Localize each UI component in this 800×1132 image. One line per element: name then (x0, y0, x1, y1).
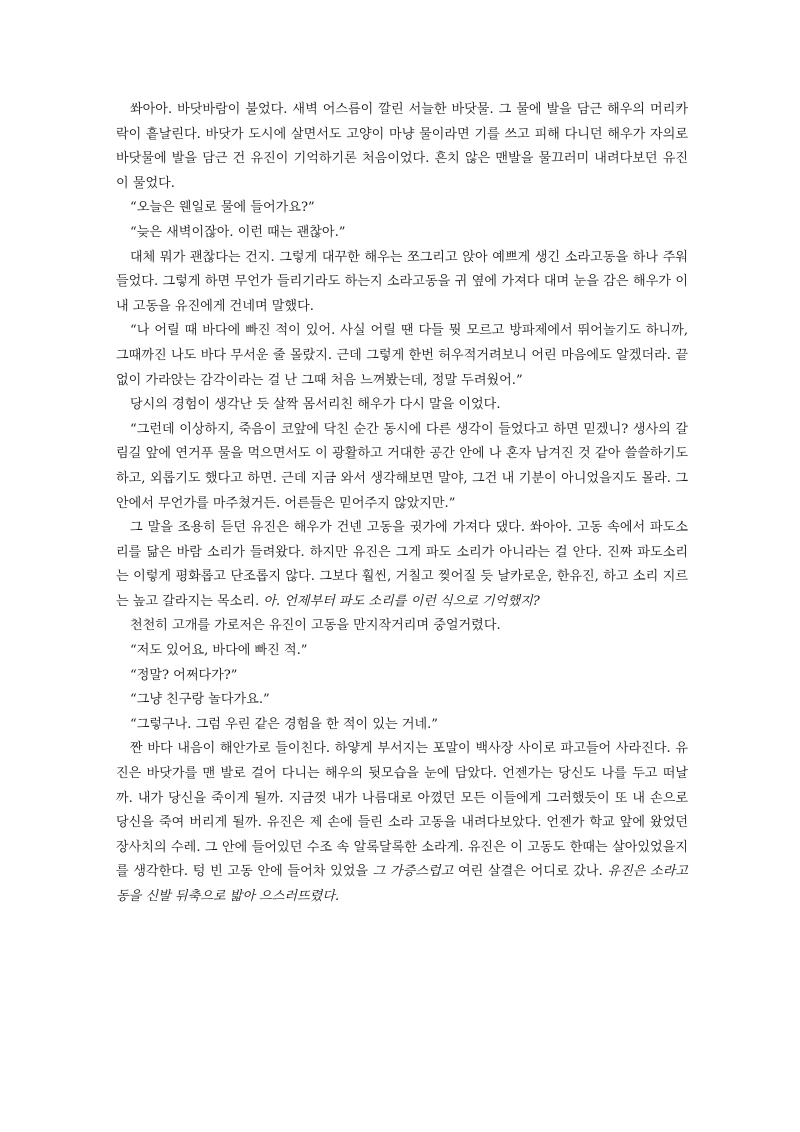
paragraph (116, 196, 688, 221)
text-segment: 여린 살결은 어디로 갔나. (453, 864, 608, 880)
text-segment: “그냥 친구랑 놀다가요.” (130, 692, 270, 708)
paragraph (116, 688, 688, 713)
text-segment: “오늘은 웬일로 물에 들어가요?” (130, 200, 315, 216)
text-segment: “나 어릴 때 바다에 빠진 적이 있어. 사실 어릴 땐 다들 뭣 모르고 방파제에서 뛰어놀기도 하니까, 그때까진 나도 바다 무서운 줄 몰랐지. 근데 그렇게 한번 허우적거려보니 어린 마음에도 알겠더라. 끝없이 가라앉는 감각이라는 걸 난 그때 처음 느껴봤는데, 정말 두려웠어.” (116, 323, 688, 388)
paragraph (116, 614, 688, 639)
text-segment: “정말? 어쩌다가?” (130, 667, 238, 683)
text-segment: 대체 뭐가 괜찮다는 건지. 그렇게 대꾸한 해우는 쪼그리고 앉아 예쁘게 생긴 소라고동을 하나 주워들었다. 그렇게 하면 무언가 들리기라도 하는지 소라고동을 귀 옆에 가져다 대며 눈을 감은 해우가 이내 고동을 유진에게 건네며 말했다. (116, 249, 688, 314)
italic-text: 유진은 소라고동을 신발 뒤축으로 밟아 으스러뜨렸다. (116, 864, 689, 904)
text-segment: “저도 있어요, 바다에 빠진 적.” (130, 643, 308, 659)
paragraph (116, 221, 688, 246)
text-segment: 짠 바다 내음이 해안가로 들이친다. 하얗게 부서지는 포말이 백사장 사이로 파고들어 사라진다. 유진은 바닷가를 맨 발로 걸어 다니는 해우의 뒷모습을 눈에 담았다. 언젠가는 당신도 나를 두고 떠날까. 내가 당신을 죽이게 될까. 지금껏 내가 나름대로 아꼈던 모든 이들에게 그러했듯이 또 내 손으로 당신을 죽여 버리게 될까. 유진은 제 손에 들린 소라 고동을 내려다보았다. 언젠가 학교 앞에 왔었던 장사치의 수레. 그 안에 들어있던 수조 속 알록달록한 소라게. 유진은 이 고동도 한때는 살아있었을지를 생각한다. 텅 빈 고동 안에 들어차 있었을 (116, 741, 688, 880)
paragraph (116, 639, 688, 664)
text-segment: 그 말을 조용히 듣던 유진은 해우가 건넨 고동을 귓가에 가져다 댔다. 쏴아아. 고동 속에서 파도소리를 닮은 바람 소리가 들려왔다. 하지만 유진은 그게 파도 소리가 아니라는 걸 안다. 진짜 파도소리는 이렇게 평화롭고 단조롭지 않다. 그보다 훨씬, 거칠고 찢어질 듯 날카로운, 한유진, 하고 소리 지르는 높고 갈라지는 목소리. (116, 520, 688, 609)
paragraph (116, 516, 688, 614)
paragraph (116, 319, 688, 393)
paragraph (116, 737, 688, 909)
italic-text: 아. 언제부터 파도 소리를 이런 식으로 기억했지? (263, 593, 540, 609)
paragraph (116, 664, 688, 689)
paragraph (116, 98, 688, 196)
text-segment: 쏴아아. 바닷바람이 불었다. 새벽 어스름이 깔린 서늘한 바닷물. 그 물에 발을 담근 해우의 머리카락이 흩날린다. 바닷가 도시에 살면서도 고양이 마냥 물이라면 기를 쓰고 피해 다니던 해우가 자의로 바닷물에 발을 담근 건 유진이 기억하기론 처음이었다. 흔치 않은 맨발을 물끄러미 내려다보던 유진이 물었다. (116, 102, 688, 191)
text-segment: “그렇구나. 그럼 우린 같은 경험을 한 적이 있는 거네.” (130, 716, 438, 732)
paragraph (116, 418, 688, 516)
story-text (116, 98, 688, 910)
paragraph (116, 246, 688, 320)
text-segment: “늦은 새벽이잖아. 이런 때는 괜찮아.” (130, 224, 346, 240)
paragraph (116, 393, 688, 418)
text-segment: 천천히 고개를 가로저은 유진이 고동을 만지작거리며 중얼거렸다. (130, 618, 501, 634)
text-segment: 당시의 경험이 생각난 듯 살짝 몸서리친 해우가 다시 말을 이었다. (130, 397, 501, 413)
text-segment: “그런데 이상하지, 죽음이 코앞에 닥친 순간 동시에 다른 생각이 들었다고 하면 믿겠니? 생사의 갈림길 앞에 연거푸 물을 먹으면서도 이 광활하고 거대한 공간 안에 나 혼자 남겨진 것 같아 쓸쓸하기도 하고, 외롭기도 했다고 하면. 근데 지금 와서 생각해보면 말야, 그건 내 기분이 아니었을지도 몰라. 그 안에서 무언가를 마주쳤거든. 어른들은 믿어주지 않았지만.” (116, 421, 688, 511)
paragraph (116, 713, 688, 738)
italic-text: 그 가증스럽고 (372, 864, 454, 880)
